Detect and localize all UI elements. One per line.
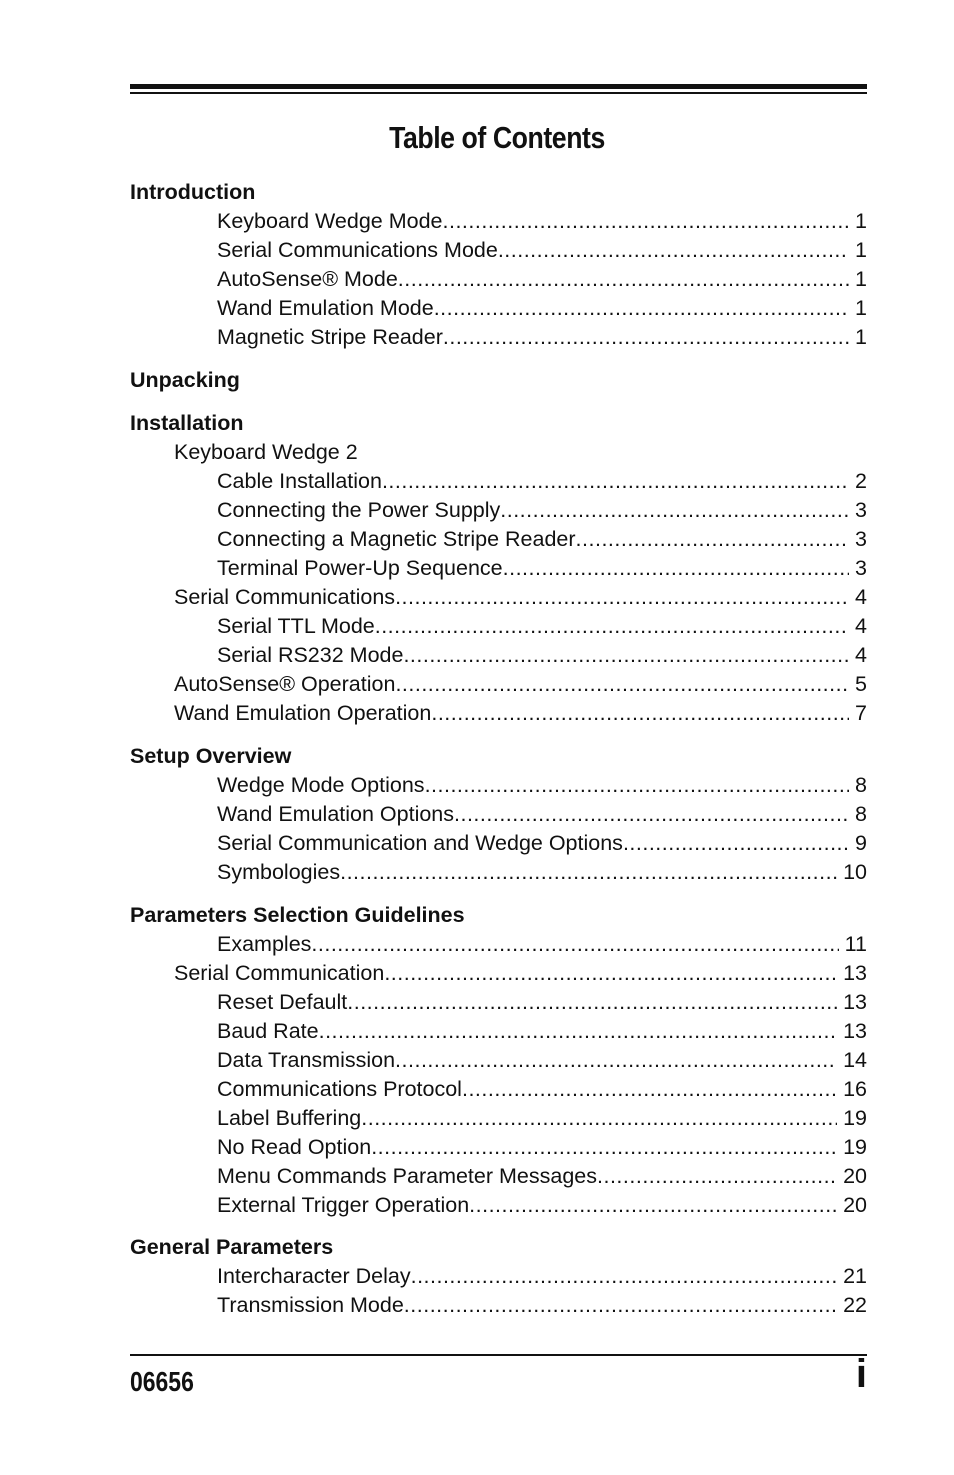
toc-entry[interactable] — [217, 612, 867, 641]
toc-entry-page: 9 — [855, 831, 867, 855]
dot-leader — [395, 1046, 837, 1075]
toc-entry-title: Label Buffering — [217, 1106, 362, 1130]
toc-entry-page: 1 — [855, 238, 867, 262]
toc-entry-title: Serial Communications — [174, 585, 396, 609]
toc-entry-title: Wand Emulation Mode — [217, 296, 434, 320]
dot-leader — [431, 699, 849, 728]
toc-entry[interactable] — [217, 1133, 867, 1162]
dot-leader — [454, 800, 849, 829]
toc-entry-page: 4 — [855, 585, 867, 609]
toc-entry[interactable] — [174, 438, 867, 467]
dot-leader — [361, 1104, 837, 1133]
toc-entry-page: 19 — [843, 1106, 867, 1130]
toc-entry[interactable] — [217, 829, 867, 858]
toc-section-heading: Setup Overview — [130, 744, 292, 768]
toc-entry[interactable] — [217, 1262, 867, 1291]
dot-leader — [498, 236, 849, 265]
toc-entry-page: 1 — [855, 267, 867, 291]
dot-leader — [382, 467, 849, 496]
toc-entry-title: Cable Installation — [217, 469, 382, 493]
toc-entry-page: 2 — [855, 469, 867, 493]
toc-entry[interactable] — [217, 1104, 867, 1133]
dot-leader — [371, 1133, 837, 1162]
dot-leader — [398, 265, 849, 294]
toc-entry[interactable] — [217, 1291, 867, 1320]
toc-entry[interactable] — [174, 583, 867, 612]
toc-entry[interactable] — [217, 858, 867, 887]
toc-entry-page: 8 — [855, 802, 867, 826]
dot-leader — [434, 294, 849, 323]
toc-entry-title: Communications Protocol — [217, 1077, 462, 1101]
toc-entry-title: Reset Default — [217, 990, 348, 1014]
toc-entry-page: 19 — [843, 1135, 867, 1159]
toc-entry[interactable] — [217, 496, 867, 525]
toc-entry-title: Serial Communications Mode — [217, 238, 498, 262]
toc-section-heading: Unpacking — [130, 368, 240, 392]
dot-leader — [404, 1291, 837, 1320]
toc-entry-page: 22 — [843, 1293, 867, 1317]
toc-entry[interactable] — [217, 554, 867, 583]
toc-entry-title: Connecting a Magnetic Stripe Reader — [217, 527, 576, 551]
page-number: i — [855, 1352, 867, 1396]
dot-leader — [340, 858, 837, 887]
toc-entry[interactable] — [217, 1075, 867, 1104]
toc-entry-title: Intercharacter Delay — [217, 1264, 411, 1288]
toc-entry-title: Keyboard Wedge 2 — [174, 440, 358, 464]
toc-entry[interactable] — [217, 771, 867, 800]
toc-entry-page: 13 — [843, 961, 867, 985]
toc-entry-title: Wand Emulation Operation — [174, 701, 432, 725]
toc-entry[interactable] — [174, 699, 867, 728]
toc-entry-title: Baud Rate — [217, 1019, 319, 1043]
toc-entry-title: Examples — [217, 932, 312, 956]
toc-entry-page: 21 — [843, 1264, 867, 1288]
toc-entry[interactable] — [217, 294, 867, 323]
toc-entry-page: 8 — [855, 773, 867, 797]
toc-entry[interactable] — [217, 1017, 867, 1046]
toc-entry[interactable] — [174, 959, 867, 988]
dot-leader — [411, 1262, 837, 1291]
toc-section-heading: Parameters Selection Guidelines — [130, 903, 465, 927]
dot-leader — [503, 554, 849, 583]
toc-entry-page: 1 — [855, 296, 867, 320]
dot-leader — [375, 612, 849, 641]
toc-entry-page: 10 — [843, 860, 867, 884]
page-title: Table of Contents — [389, 120, 605, 155]
toc-entry-page: 13 — [843, 990, 867, 1014]
toc-entry-title: Wand Emulation Options — [217, 802, 455, 826]
toc-entry-title: Wedge Mode Options — [217, 773, 425, 797]
toc-entry-title: Keyboard Wedge Mode — [217, 209, 443, 233]
dot-leader — [462, 1075, 837, 1104]
toc-entry-title: Serial Communication — [174, 961, 385, 985]
toc-entry[interactable] — [217, 207, 867, 236]
toc-entry-page: 14 — [843, 1048, 867, 1072]
toc-entry-page: 1 — [855, 325, 867, 349]
dot-leader — [403, 641, 849, 670]
dot-leader — [443, 207, 850, 236]
toc-entry-page: 4 — [855, 614, 867, 638]
dot-leader — [347, 988, 837, 1017]
toc-entry[interactable] — [217, 1191, 867, 1220]
toc-entry[interactable] — [217, 641, 867, 670]
dot-leader — [597, 1162, 837, 1191]
toc-entry-page: 16 — [843, 1077, 867, 1101]
dot-leader — [395, 583, 849, 612]
toc-entry-page: 1 — [855, 209, 867, 233]
toc-entry-title: Terminal Power-Up Sequence — [217, 556, 503, 580]
toc-entry-title: Symbologies — [217, 860, 341, 884]
toc-entry-title: Data Transmission — [217, 1048, 396, 1072]
toc-entry[interactable] — [217, 525, 867, 554]
toc-entry-title: Magnetic Stripe Reader — [217, 325, 443, 349]
toc-entry[interactable] — [217, 1046, 867, 1075]
toc-entry-page: 20 — [843, 1193, 867, 1217]
toc-entry[interactable] — [217, 930, 867, 959]
toc-entry[interactable] — [174, 670, 867, 699]
dot-leader — [500, 496, 849, 525]
dot-leader — [623, 829, 849, 858]
dot-leader — [384, 959, 837, 988]
toc-entry-title: Connecting the Power Supply — [217, 498, 501, 522]
toc-entry[interactable] — [217, 800, 867, 829]
toc-entry[interactable] — [217, 988, 867, 1017]
dot-leader — [469, 1191, 837, 1220]
toc-entry-page: 13 — [843, 1019, 867, 1043]
dot-leader — [311, 930, 838, 959]
toc-entry[interactable] — [217, 467, 867, 496]
toc-entry[interactable] — [217, 323, 867, 352]
toc-entry-title: No Read Option — [217, 1135, 372, 1159]
dot-leader — [319, 1017, 837, 1046]
toc-entry-title: External Trigger Operation — [217, 1193, 470, 1217]
toc-entry-page: 3 — [855, 556, 867, 580]
toc-entry-page: 20 — [843, 1164, 867, 1188]
toc-entry[interactable] — [217, 236, 867, 265]
toc-entry-title: AutoSense® Mode — [217, 267, 398, 291]
toc-entry-title: Serial TTL Mode — [217, 614, 375, 638]
document-number: 06656 — [130, 1366, 194, 1397]
toc-section-heading: General Parameters — [130, 1235, 334, 1259]
toc-entry[interactable] — [217, 265, 867, 294]
toc-section-heading: Installation — [130, 411, 244, 435]
toc-entry-page: 3 — [855, 527, 867, 551]
toc-entry-title: Serial Communication and Wedge Options — [217, 831, 623, 855]
toc-entry-page: 4 — [855, 643, 867, 667]
toc-entry-title: Serial RS232 Mode — [217, 643, 404, 667]
dot-leader — [576, 525, 849, 554]
toc-section-heading: Introduction — [130, 180, 256, 204]
toc-entry-page: 3 — [855, 498, 867, 522]
dot-leader — [395, 670, 849, 699]
toc-entry[interactable] — [217, 1162, 867, 1191]
toc-entry-title: AutoSense® Operation — [174, 672, 396, 696]
footer-rule — [130, 1354, 867, 1356]
dot-leader — [425, 771, 849, 800]
toc-entry-title: Transmission Mode — [217, 1293, 404, 1317]
dot-leader — [443, 323, 849, 352]
toc-entry-page: 7 — [855, 701, 867, 725]
toc-entry-page: 11 — [844, 932, 867, 956]
toc-entry-page: 5 — [855, 672, 867, 696]
toc-entry-title: Menu Commands Parameter Messages — [217, 1164, 597, 1188]
